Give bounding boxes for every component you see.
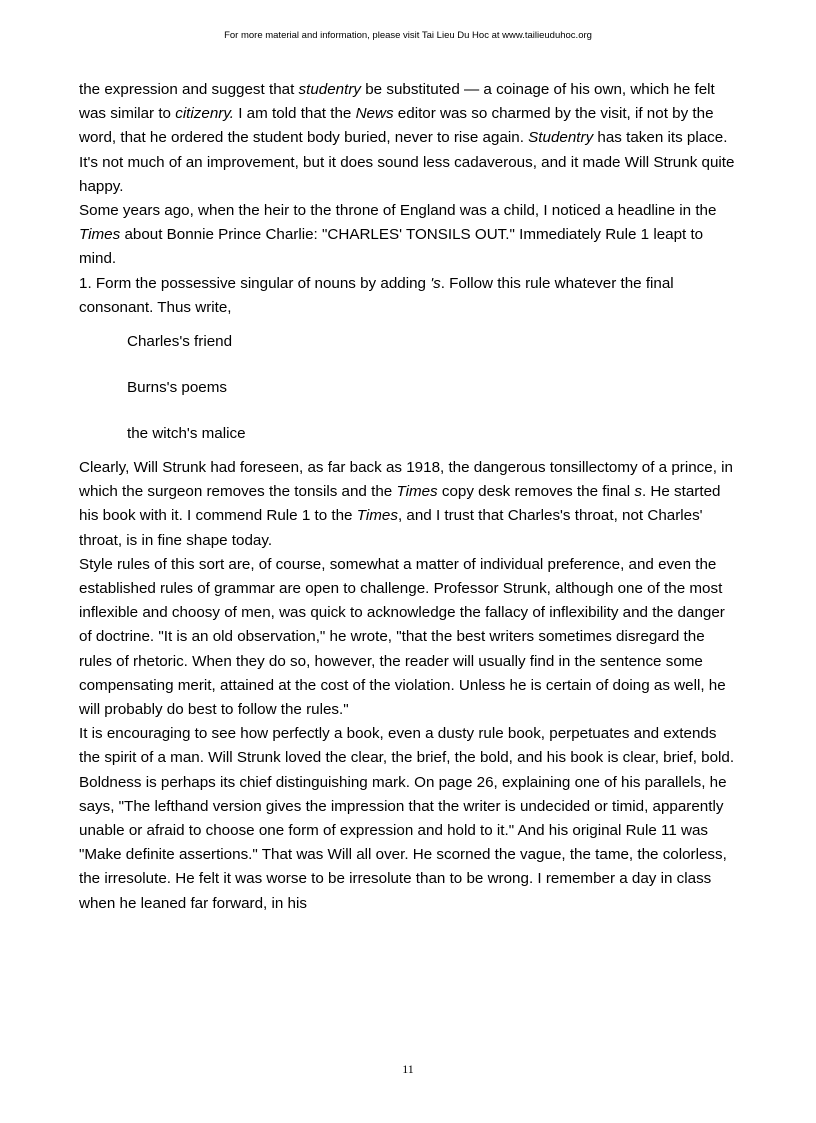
page-header: For more material and information, please visit Tai Lieu Du Hoc at www.tailieuduhoc.org — [224, 30, 592, 41]
paragraph-rule-1: 1. Form the possessive singular of nouns by adding 's. Follow this rule whatever the final consonant. Thus write, — [79, 274, 674, 316]
page-number: 11 — [402, 1062, 414, 1076]
paragraph-studentry: the expression and suggest that studentry be substituted — a coinage of his own, which he felt was similar to citizenry. I am told that the News editor was so charmed by the visit, if not by the word, that he ordered the student body buried, never to rise again. Studentry has taken its place. It's not much of an improvement, but it does sound less cadaverous, and it made Will Strunk quite happy. — [79, 81, 735, 195]
example-item: the witch's malice — [127, 425, 246, 443]
possessive-examples — [127, 330, 739, 446]
example-item: Charles's friend — [127, 333, 233, 351]
example-item: Burns's poems — [127, 379, 227, 397]
paragraph-boldness: It is encouraging to see how perfectly a book, even a dusty rule book, perpetuates and extends the spirit of a man. Will Strunk loved the clear, the brief, the bold, and his book is clear, brief, bold. Boldness is perhaps its chief distinguishing mark. On page 26, explaining one of his parallels, he says, "The lefthand version gives the impression that the writer is undecided or timid, apparently unable or afraid to choose one form of expression and hold to it." And his original Rule 11 was "Make definite assertions." That was Will all over. He scorned the vague, the tame, the colorless, the irresolute. He felt it was worse to be irresolute than to be wrong. I remember a day in class when he leaned far forward, in his — [79, 725, 735, 912]
document-body — [79, 78, 739, 916]
paragraph-style-rules: Style rules of this sort are, of course, somewhat a matter of individual preference, and even the established rules of grammar are open to challenge. Professor Strunk, although one of the most inflexible and choosy of men, was quick to acknowledge the fallacy of inflexibility and the danger of doctrine. "It is an old observation," he wrote, "that the best writers sometimes disregard the rules of rhetoric. When they do so, however, the reader will usually find in the sentence some compensating merit, attained at the cost of the violation. Unless he is certain of doing as well, he will probably do best to follow the rules." — [79, 555, 726, 719]
paragraph-times-headline: Some years ago, when the heir to the throne of England was a child, I noticed a headline in the Times about Bonnie Prince Charlie: "CHARLES' TONSILS OUT." Immediately Rule 1 leapt to mind. — [79, 202, 717, 268]
paragraph-tonsillectomy: Clearly, Will Strunk had foreseen, as far back as 1918, the dangerous tonsillectomy of a prince, in which the surgeon removes the tonsils and the Times copy desk removes the final s. He started his book with it. I commend Rule 1 to the Times, and I trust that Charles's throat, not Charles' throat, is in fine shape today. — [79, 459, 733, 549]
